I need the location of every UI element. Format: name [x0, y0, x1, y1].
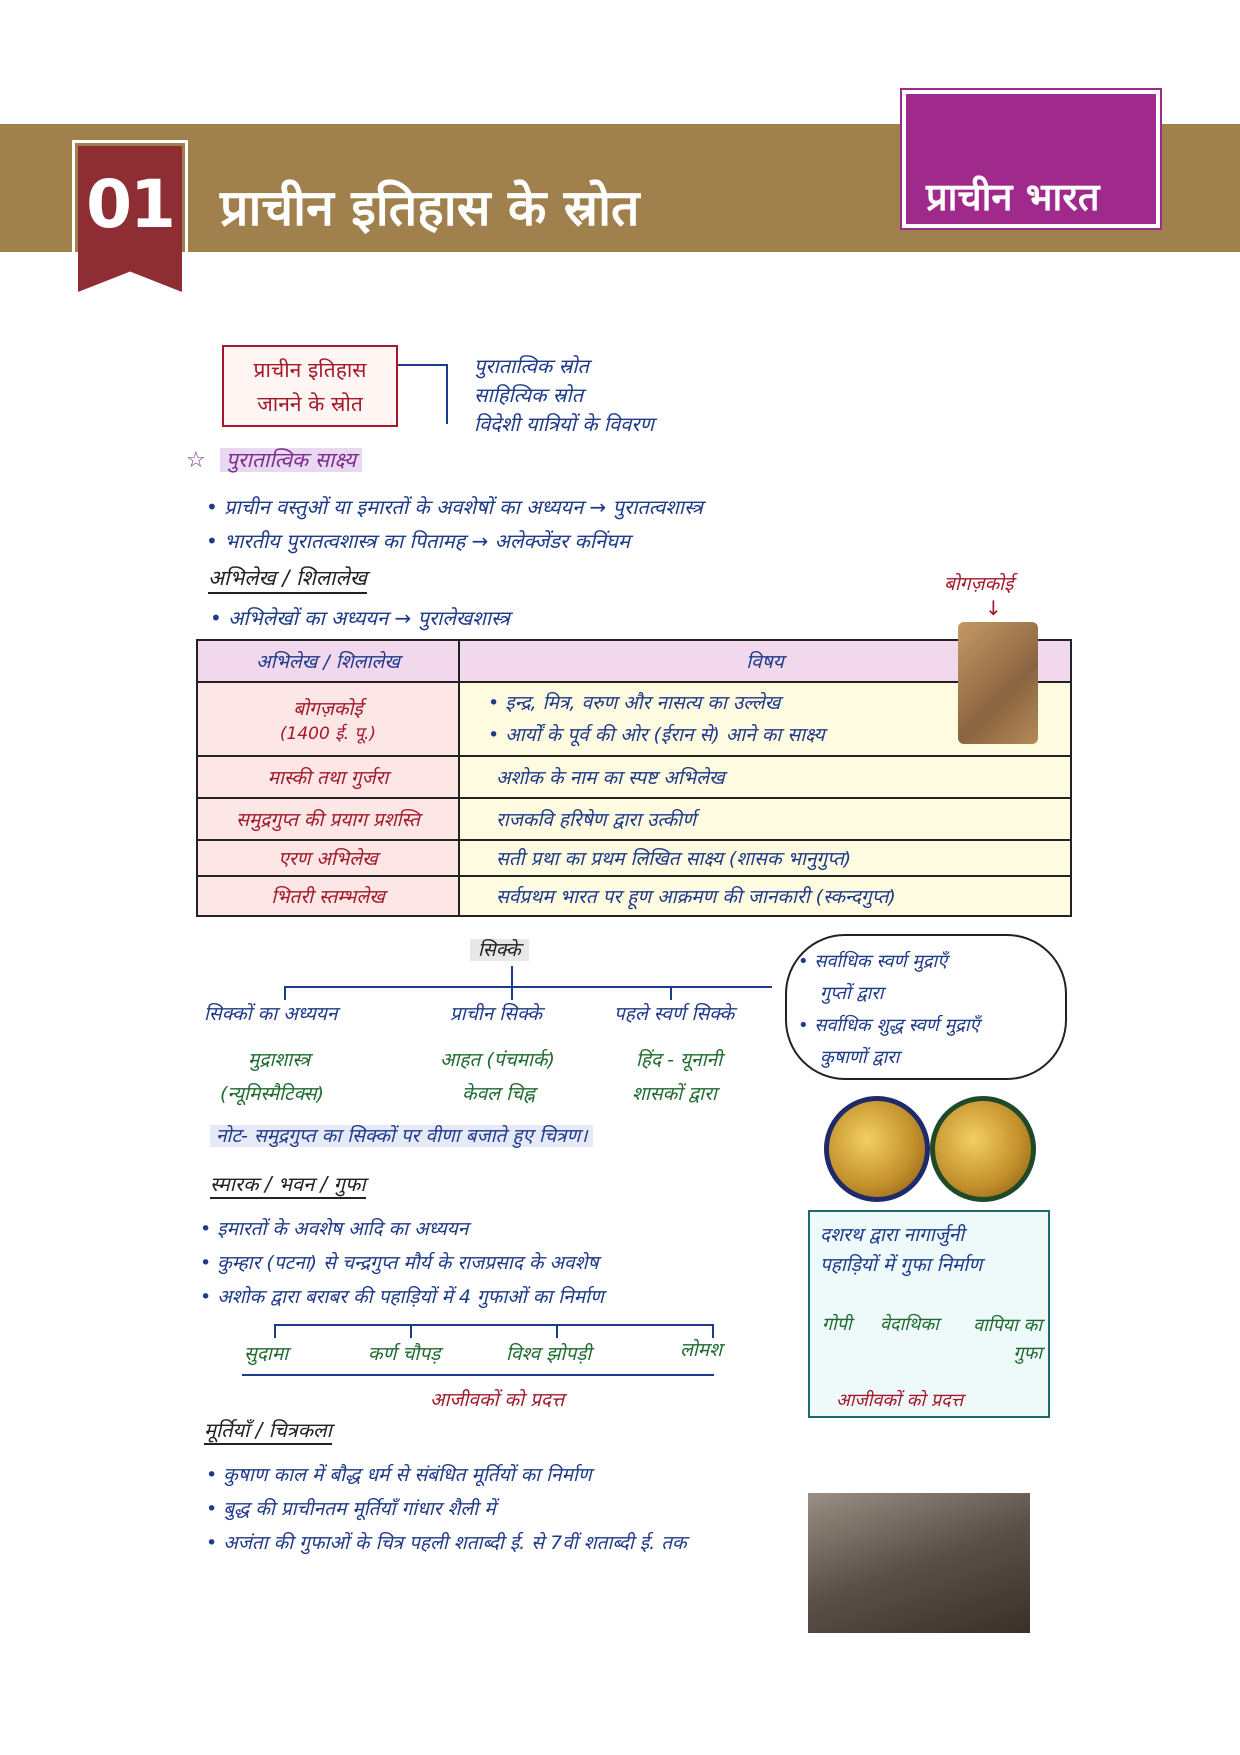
- table-row: [197, 840, 1071, 876]
- chapter-number: 01: [86, 166, 174, 243]
- table-cell: • इन्द्र, मित्र, वरुण और नासत्य का उल्लेख • आर्यों के पूर्व की ओर (ईरान से) आने का साक्ष्य: [459, 682, 1071, 756]
- coins-branch-value: आहत (पंचमार्क): [440, 1049, 555, 1071]
- star-icon: ☆: [186, 448, 206, 473]
- table-row: [197, 756, 1071, 798]
- inscriptions-table: [196, 639, 1072, 917]
- gold-coin-image: [930, 1096, 1036, 1202]
- archaeological-heading: पुरातात्विक साक्ष्य: [220, 446, 362, 474]
- coins-branch-head: पहले स्वर्ण सिक्के: [614, 1003, 735, 1025]
- coins-branch-value: हिंद - यूनानी: [636, 1049, 722, 1071]
- gold-coin-image: [824, 1096, 930, 1202]
- coins-cloud-text: • सर्वाधिक स्वर्ण मुद्राएँ गुप्तों द्वारा • सर्वाधिक शुद्ध स्वर्ण मुद्राएँ कुषाणों द्वारा: [798, 951, 980, 1068]
- inscriptions-point: • अभिलेखों का अध्ययन → पुरालेखशास्त्र: [210, 606, 510, 630]
- table-cell: राजकवि हरिषेण द्वारा उत्कीर्ण: [459, 798, 1071, 840]
- bullet-point: • भारतीय पुरातत्वशास्त्र का पितामह → अलेक्जेंडर कनिंघम: [206, 529, 630, 553]
- part-title: प्राचीन भारत: [926, 175, 1100, 219]
- bullet-point: • अशोक द्वारा बराबर की पहाड़ियों में 4 गुफाओं का निर्माण: [200, 1286, 604, 1308]
- table-row: [197, 682, 1071, 756]
- connector: [511, 966, 513, 988]
- connector: [410, 1324, 412, 1338]
- table-row: [197, 876, 1071, 916]
- cave-name: लोमश: [680, 1339, 723, 1361]
- table-header-row: [197, 640, 1071, 682]
- cave-name: सुदामा: [244, 1343, 289, 1365]
- table-cell: एरण अभिलेख: [197, 840, 459, 876]
- connector: [398, 364, 446, 366]
- bullet-point: • कुषाण काल में बौद्ध धर्म से संबंधित मूर्तियों का निर्माण: [206, 1464, 592, 1486]
- table-cell: समुद्रगुप्त की प्रयाग प्रशस्ति: [197, 798, 459, 840]
- bullet-point: • अजंता की गुफाओं के चित्र पहली शताब्दी ई. से 7वीं शताब्दी ई. तक: [206, 1532, 687, 1554]
- table-cell: बोगज़कोई (1400 ई. पू.): [197, 682, 459, 756]
- coins-branch-value: शासकों द्वारा: [632, 1083, 717, 1105]
- coins-branch-value: (न्यूमिस्मैटिक्स): [220, 1083, 325, 1105]
- table-cell: मास्की तथा गुर्जरा: [197, 756, 459, 798]
- bullet-point: • कुम्हार (पटना) से चन्द्रगुप्त मौर्य के राजप्रसाद के अवशेष: [200, 1252, 599, 1274]
- sources-item: विदेशी यात्रियों के विवरण: [474, 412, 654, 436]
- monuments-points: [200, 1212, 604, 1314]
- cave-name: गोपी: [822, 1314, 852, 1335]
- caves-given-to: आजीवकों को प्रदत्त: [430, 1389, 565, 1411]
- caves-given-to: आजीवकों को प्रदत्त: [836, 1390, 964, 1411]
- coins-branch-value: मुद्राशास्त्र: [248, 1049, 311, 1071]
- bogazkoy-tablet-image: [958, 622, 1038, 744]
- table-cell: भितरी स्तम्भलेख: [197, 876, 459, 916]
- bogazkoy-label: बोगज़कोई: [944, 573, 1014, 595]
- monuments-heading: स्मारक / भवन / गुफा: [210, 1170, 366, 1199]
- table-header: अभिलेख / शिलालेख: [197, 640, 459, 682]
- sources-box-line1: प्राचीन इतिहास: [253, 358, 367, 382]
- cave-name: कर्ण चौपड़: [368, 1343, 441, 1365]
- connector: [284, 986, 286, 1000]
- coins-branch-head: सिक्कों का अध्ययन: [204, 1003, 338, 1025]
- table-cell: सर्वप्रथम भारत पर हूण आक्रमण की जानकारी (स्कन्दगुप्त): [459, 876, 1071, 916]
- sculpture-points: [206, 1458, 687, 1560]
- table-row: [197, 798, 1071, 840]
- connector: [242, 1374, 714, 1376]
- bullet-point: • प्राचीन वस्तुओं या इमारतों के अवशेषों का अध्ययन → पुरातत्वशास्त्र: [206, 495, 703, 519]
- nagarjuni-text: दशरथ द्वारा नागार्जुनी पहाड़ियों में गुफा निर्माण: [820, 1224, 983, 1276]
- chapter-title: प्राचीन इतिहास के स्रोत: [220, 179, 640, 237]
- sources-item: पुरातात्विक स्रोत: [474, 354, 589, 378]
- bullet-point: • इमारतों के अवशेष आदि का अध्ययन: [200, 1218, 469, 1240]
- connector: [670, 986, 672, 1000]
- connector: [274, 1324, 276, 1338]
- coins-branch-value: केवल चिह्न: [462, 1083, 535, 1105]
- connector: [446, 364, 448, 424]
- table-cell: अशोक के नाम का स्पष्ट अभिलेख: [459, 756, 1071, 798]
- sources-box: [222, 345, 398, 427]
- archaeological-points: [206, 490, 703, 558]
- connector: [556, 1324, 558, 1338]
- coins-branch-head: प्राचीन सिक्के: [450, 1003, 543, 1025]
- coins-note: नोट- समुद्रगुप्त का सिक्कों पर वीणा बजाते हुए चित्रण।: [210, 1122, 593, 1148]
- bullet-point: • बुद्ध की प्राचीनतम मूर्तियाँ गांधार शैली में: [206, 1498, 496, 1520]
- connector: [511, 986, 513, 1000]
- table-header: विषय: [459, 640, 1071, 682]
- connector: [274, 1324, 714, 1326]
- connector: [284, 986, 772, 988]
- sources-box-line2: जानने के स्रोत: [257, 392, 363, 416]
- cave-name: विश्व झोपड़ी: [506, 1343, 592, 1365]
- arrow-down-icon: ↓: [985, 596, 1002, 620]
- cave-name: वेदाथिका: [880, 1314, 939, 1335]
- sculpture-heading: मूर्तियाँ / चित्रकला: [204, 1416, 332, 1445]
- inscriptions-heading: अभिलेख / शिलालेख: [208, 564, 367, 594]
- ellora-temple-photo: [808, 1493, 1030, 1633]
- coins-root: सिक्के: [470, 936, 529, 962]
- sources-list: [474, 352, 654, 439]
- table-cell: सती प्रथा का प्रथम लिखित साक्ष्य (शासक भानुगुप्त): [459, 840, 1071, 876]
- sources-item: साहित्यिक स्रोत: [474, 383, 584, 407]
- cave-name: वापिया का गुफा: [973, 1315, 1042, 1364]
